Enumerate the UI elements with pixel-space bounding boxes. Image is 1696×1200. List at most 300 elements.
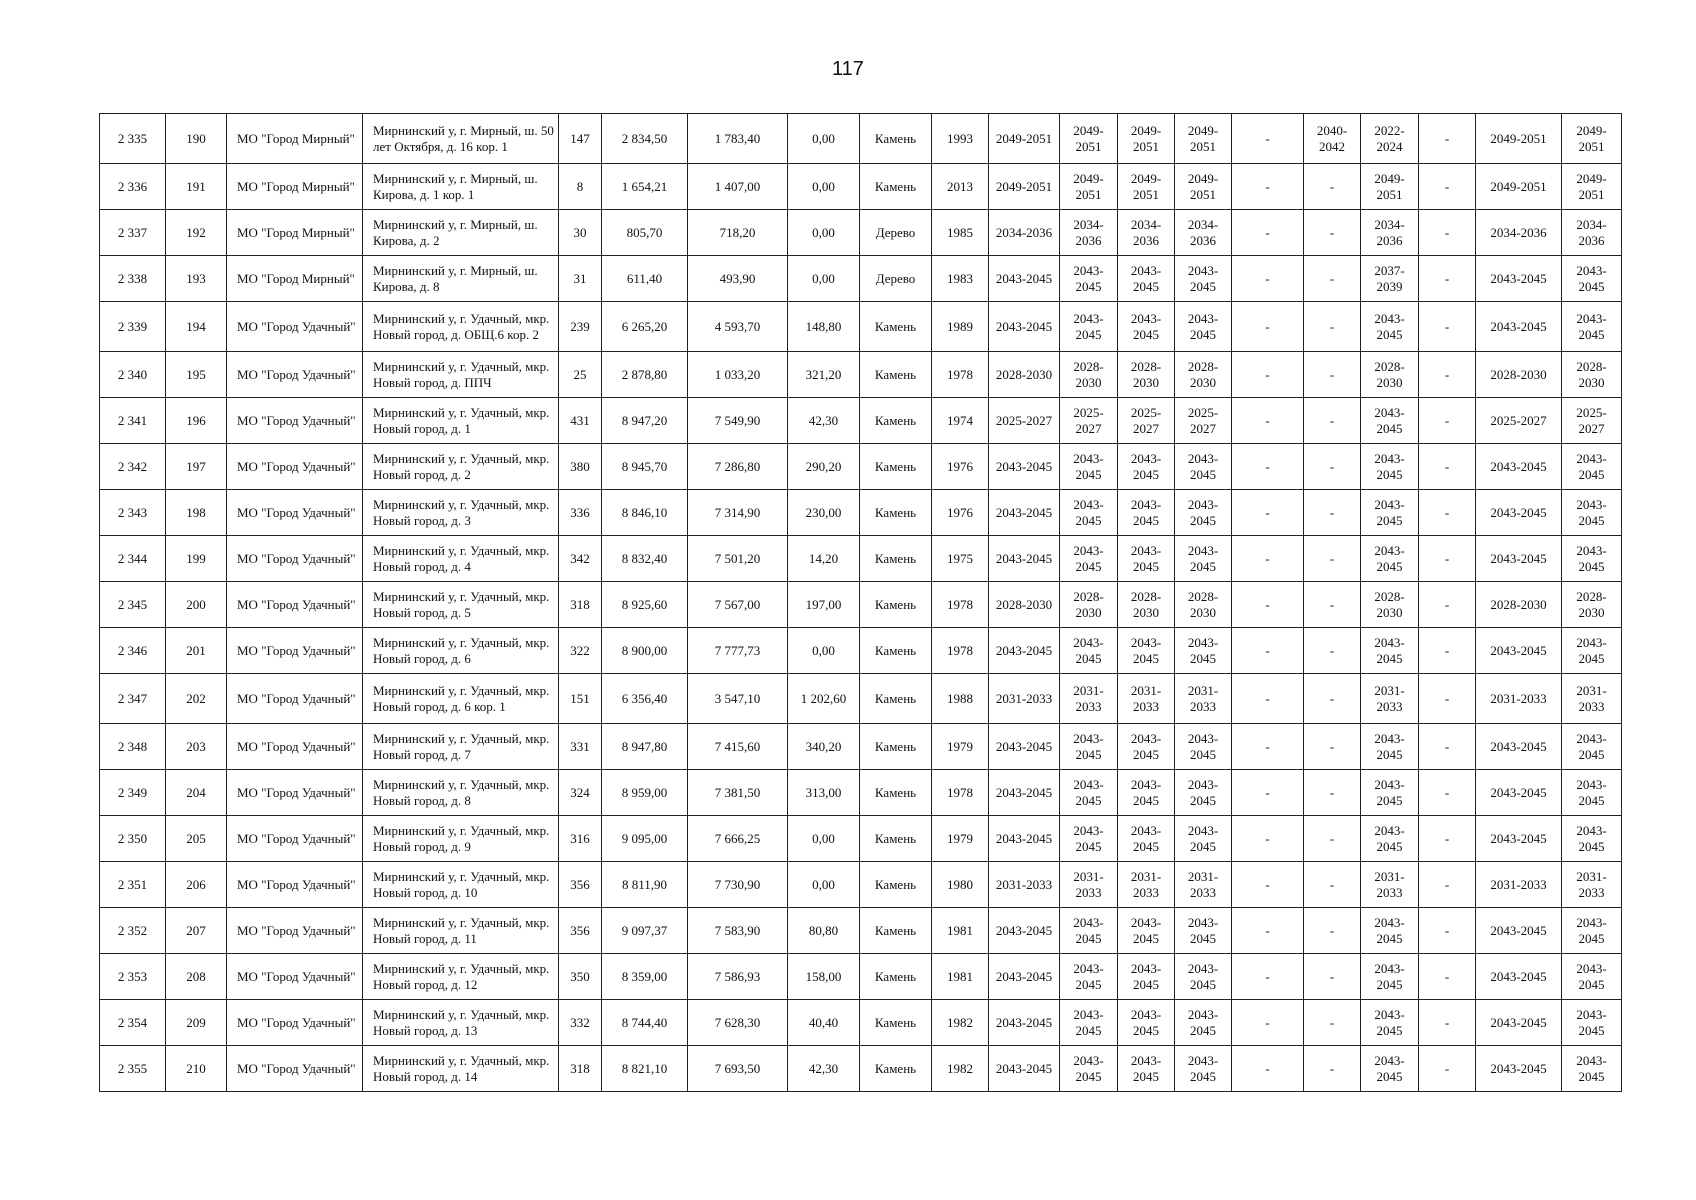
address-cell: Мирнинский у, г. Удачный, мкр. Новый город, д. ППЧ bbox=[363, 352, 559, 398]
repair-period-cell-2: 2043-2045 bbox=[1060, 1000, 1118, 1046]
total-area-cell: 6 265,20 bbox=[602, 302, 688, 352]
repair-period-cell-6: - bbox=[1304, 302, 1361, 352]
repair-period-cell-5: - bbox=[1232, 954, 1304, 1000]
repair-period-cell-8: - bbox=[1419, 628, 1476, 674]
wall-material-cell: Камень bbox=[860, 816, 932, 862]
repair-period-cell-10: 2043-2045 bbox=[1562, 770, 1622, 816]
repair-period-cell-5: - bbox=[1232, 582, 1304, 628]
residents-count-cell: 380 bbox=[559, 444, 602, 490]
row-number-cell: 2 336 bbox=[100, 164, 166, 210]
municipality-cell: МО "Город Мирный" bbox=[227, 256, 363, 302]
repair-period-cell-3: 2043-2045 bbox=[1118, 908, 1175, 954]
total-area-cell: 1 654,21 bbox=[602, 164, 688, 210]
repair-period-cell-1: 2043-2045 bbox=[989, 724, 1060, 770]
repair-period-cell-5: - bbox=[1232, 398, 1304, 444]
repair-period-cell-1: 2043-2045 bbox=[989, 1000, 1060, 1046]
repair-period-cell-6: - bbox=[1304, 674, 1361, 724]
repair-period-cell-4: 2043-2045 bbox=[1175, 628, 1232, 674]
table-row bbox=[100, 352, 1622, 398]
repair-period-cell-2: 2025-2027 bbox=[1060, 398, 1118, 444]
repair-period-cell-3: 2043-2045 bbox=[1118, 816, 1175, 862]
repair-period-cell-4: 2031-2033 bbox=[1175, 862, 1232, 908]
wall-material-cell: Камень bbox=[860, 862, 932, 908]
build-year-cell: 1982 bbox=[932, 1046, 989, 1092]
wall-material-cell: Камень bbox=[860, 114, 932, 164]
address-cell: Мирнинский у, г. Удачный, мкр. Новый город, д. 4 bbox=[363, 536, 559, 582]
nonresidential-area-cell: 321,20 bbox=[788, 352, 860, 398]
registry-table-container bbox=[99, 113, 1621, 1092]
repair-period-cell-8: - bbox=[1419, 398, 1476, 444]
address-cell: Мирнинский у, г. Мирный, ш. Кирова, д. 1 кор. 1 bbox=[363, 164, 559, 210]
municipality-cell: МО "Город Удачный" bbox=[227, 770, 363, 816]
repair-period-cell-7: 2043-2045 bbox=[1361, 628, 1419, 674]
wall-material-cell: Дерево bbox=[860, 210, 932, 256]
address-cell: Мирнинский у, г. Удачный, мкр. Новый город, д. 2 bbox=[363, 444, 559, 490]
repair-period-cell-4: 2043-2045 bbox=[1175, 536, 1232, 582]
total-area-cell: 9 097,37 bbox=[602, 908, 688, 954]
address-cell: Мирнинский у, г. Удачный, мкр. Новый город, д. 6 кор. 1 bbox=[363, 674, 559, 724]
municipality-cell: МО "Город Удачный" bbox=[227, 816, 363, 862]
row-index-cell: 208 bbox=[166, 954, 227, 1000]
repair-period-cell-9: 2028-2030 bbox=[1476, 352, 1562, 398]
row-number-cell: 2 342 bbox=[100, 444, 166, 490]
address-cell: Мирнинский у, г. Удачный, мкр. Новый город, д. 5 bbox=[363, 582, 559, 628]
row-number-cell: 2 338 bbox=[100, 256, 166, 302]
row-index-cell: 206 bbox=[166, 862, 227, 908]
living-area-cell: 493,90 bbox=[688, 256, 788, 302]
repair-period-cell-8: - bbox=[1419, 302, 1476, 352]
wall-material-cell: Камень bbox=[860, 908, 932, 954]
row-number-cell: 2 354 bbox=[100, 1000, 166, 1046]
table-row bbox=[100, 724, 1622, 770]
total-area-cell: 8 846,10 bbox=[602, 490, 688, 536]
repair-period-cell-4: 2025-2027 bbox=[1175, 398, 1232, 444]
build-year-cell: 1982 bbox=[932, 1000, 989, 1046]
build-year-cell: 1981 bbox=[932, 954, 989, 1000]
row-index-cell: 195 bbox=[166, 352, 227, 398]
repair-period-cell-5: - bbox=[1232, 536, 1304, 582]
repair-period-cell-2: 2043-2045 bbox=[1060, 444, 1118, 490]
row-number-cell: 2 339 bbox=[100, 302, 166, 352]
repair-period-cell-6: - bbox=[1304, 954, 1361, 1000]
repair-period-cell-4: 2043-2045 bbox=[1175, 816, 1232, 862]
repair-period-cell-6: - bbox=[1304, 724, 1361, 770]
repair-period-cell-5: - bbox=[1232, 862, 1304, 908]
repair-period-cell-8: - bbox=[1419, 674, 1476, 724]
table-row bbox=[100, 490, 1622, 536]
repair-period-cell-7: 2043-2045 bbox=[1361, 954, 1419, 1000]
repair-period-cell-4: 2049-2051 bbox=[1175, 164, 1232, 210]
total-area-cell: 8 811,90 bbox=[602, 862, 688, 908]
row-number-cell: 2 352 bbox=[100, 908, 166, 954]
address-cell: Мирнинский у, г. Удачный, мкр. Новый город, д. 11 bbox=[363, 908, 559, 954]
living-area-cell: 7 777,73 bbox=[688, 628, 788, 674]
total-area-cell: 805,70 bbox=[602, 210, 688, 256]
build-year-cell: 1988 bbox=[932, 674, 989, 724]
repair-period-cell-5: - bbox=[1232, 628, 1304, 674]
address-cell: Мирнинский у, г. Удачный, мкр. Новый город, д. ОБЩ.6 кор. 2 bbox=[363, 302, 559, 352]
repair-period-cell-8: - bbox=[1419, 536, 1476, 582]
residents-count-cell: 8 bbox=[559, 164, 602, 210]
living-area-cell: 7 381,50 bbox=[688, 770, 788, 816]
total-area-cell: 8 945,70 bbox=[602, 444, 688, 490]
repair-period-cell-7: 2049-2051 bbox=[1361, 164, 1419, 210]
repair-period-cell-4: 2043-2045 bbox=[1175, 1000, 1232, 1046]
build-year-cell: 1979 bbox=[932, 816, 989, 862]
repair-period-cell-5: - bbox=[1232, 256, 1304, 302]
wall-material-cell: Камень bbox=[860, 490, 932, 536]
nonresidential-area-cell: 0,00 bbox=[788, 862, 860, 908]
repair-period-cell-9: 2031-2033 bbox=[1476, 862, 1562, 908]
row-index-cell: 192 bbox=[166, 210, 227, 256]
repair-period-cell-6: - bbox=[1304, 628, 1361, 674]
repair-period-cell-4: 2043-2045 bbox=[1175, 256, 1232, 302]
repair-period-cell-5: - bbox=[1232, 1046, 1304, 1092]
table-row bbox=[100, 628, 1622, 674]
row-number-cell: 2 349 bbox=[100, 770, 166, 816]
total-area-cell: 2 834,50 bbox=[602, 114, 688, 164]
repair-period-cell-9: 2043-2045 bbox=[1476, 536, 1562, 582]
row-number-cell: 2 351 bbox=[100, 862, 166, 908]
repair-period-cell-10: 2043-2045 bbox=[1562, 1046, 1622, 1092]
repair-period-cell-7: 2043-2045 bbox=[1361, 770, 1419, 816]
living-area-cell: 7 586,93 bbox=[688, 954, 788, 1000]
row-index-cell: 207 bbox=[166, 908, 227, 954]
table-row bbox=[100, 256, 1622, 302]
address-cell: Мирнинский у, г. Удачный, мкр. Новый город, д. 12 bbox=[363, 954, 559, 1000]
repair-period-cell-1: 2031-2033 bbox=[989, 862, 1060, 908]
repair-period-cell-10: 2043-2045 bbox=[1562, 954, 1622, 1000]
residents-count-cell: 342 bbox=[559, 536, 602, 582]
address-cell: Мирнинский у, г. Удачный, мкр. Новый город, д. 9 bbox=[363, 816, 559, 862]
repair-period-cell-1: 2025-2027 bbox=[989, 398, 1060, 444]
repair-period-cell-1: 2043-2045 bbox=[989, 302, 1060, 352]
repair-period-cell-1: 2049-2051 bbox=[989, 114, 1060, 164]
table-row bbox=[100, 674, 1622, 724]
row-index-cell: 203 bbox=[166, 724, 227, 770]
nonresidential-area-cell: 14,20 bbox=[788, 536, 860, 582]
repair-period-cell-9: 2043-2045 bbox=[1476, 628, 1562, 674]
repair-period-cell-10: 2043-2045 bbox=[1562, 490, 1622, 536]
table-row bbox=[100, 954, 1622, 1000]
municipality-cell: МО "Город Удачный" bbox=[227, 490, 363, 536]
repair-period-cell-10: 2043-2045 bbox=[1562, 302, 1622, 352]
repair-period-cell-8: - bbox=[1419, 210, 1476, 256]
total-area-cell: 6 356,40 bbox=[602, 674, 688, 724]
nonresidential-area-cell: 42,30 bbox=[788, 1046, 860, 1092]
housing-registry-table bbox=[99, 113, 1622, 1092]
nonresidential-area-cell: 290,20 bbox=[788, 444, 860, 490]
wall-material-cell: Дерево bbox=[860, 256, 932, 302]
repair-period-cell-9: 2043-2045 bbox=[1476, 908, 1562, 954]
repair-period-cell-4: 2043-2045 bbox=[1175, 302, 1232, 352]
wall-material-cell: Камень bbox=[860, 582, 932, 628]
repair-period-cell-9: 2043-2045 bbox=[1476, 302, 1562, 352]
repair-period-cell-9: 2043-2045 bbox=[1476, 444, 1562, 490]
repair-period-cell-9: 2034-2036 bbox=[1476, 210, 1562, 256]
repair-period-cell-4: 2049-2051 bbox=[1175, 114, 1232, 164]
total-area-cell: 611,40 bbox=[602, 256, 688, 302]
build-year-cell: 1983 bbox=[932, 256, 989, 302]
repair-period-cell-2: 2028-2030 bbox=[1060, 582, 1118, 628]
residents-count-cell: 331 bbox=[559, 724, 602, 770]
build-year-cell: 1993 bbox=[932, 114, 989, 164]
address-cell: Мирнинский у, г. Удачный, мкр. Новый город, д. 10 bbox=[363, 862, 559, 908]
repair-period-cell-4: 2043-2045 bbox=[1175, 954, 1232, 1000]
repair-period-cell-6: - bbox=[1304, 1000, 1361, 1046]
repair-period-cell-6: - bbox=[1304, 444, 1361, 490]
wall-material-cell: Камень bbox=[860, 628, 932, 674]
repair-period-cell-9: 2049-2051 bbox=[1476, 164, 1562, 210]
living-area-cell: 7 666,25 bbox=[688, 816, 788, 862]
municipality-cell: МО "Город Удачный" bbox=[227, 352, 363, 398]
repair-period-cell-7: 2034-2036 bbox=[1361, 210, 1419, 256]
repair-period-cell-3: 2043-2045 bbox=[1118, 1000, 1175, 1046]
repair-period-cell-9: 2043-2045 bbox=[1476, 256, 1562, 302]
repair-period-cell-5: - bbox=[1232, 908, 1304, 954]
table-row bbox=[100, 536, 1622, 582]
repair-period-cell-5: - bbox=[1232, 1000, 1304, 1046]
build-year-cell: 1980 bbox=[932, 862, 989, 908]
repair-period-cell-3: 2049-2051 bbox=[1118, 164, 1175, 210]
repair-period-cell-7: 2031-2033 bbox=[1361, 674, 1419, 724]
row-index-cell: 204 bbox=[166, 770, 227, 816]
repair-period-cell-1: 2034-2036 bbox=[989, 210, 1060, 256]
address-cell: Мирнинский у, г. Удачный, мкр. Новый город, д. 7 bbox=[363, 724, 559, 770]
repair-period-cell-5: - bbox=[1232, 352, 1304, 398]
repair-period-cell-7: 2043-2045 bbox=[1361, 908, 1419, 954]
municipality-cell: МО "Город Удачный" bbox=[227, 1046, 363, 1092]
repair-period-cell-10: 2028-2030 bbox=[1562, 582, 1622, 628]
living-area-cell: 7 628,30 bbox=[688, 1000, 788, 1046]
nonresidential-area-cell: 0,00 bbox=[788, 628, 860, 674]
repair-period-cell-3: 2043-2045 bbox=[1118, 256, 1175, 302]
repair-period-cell-7: 2043-2045 bbox=[1361, 490, 1419, 536]
row-number-cell: 2 337 bbox=[100, 210, 166, 256]
repair-period-cell-2: 2034-2036 bbox=[1060, 210, 1118, 256]
repair-period-cell-7: 2037-2039 bbox=[1361, 256, 1419, 302]
nonresidential-area-cell: 1 202,60 bbox=[788, 674, 860, 724]
repair-period-cell-5: - bbox=[1232, 164, 1304, 210]
municipality-cell: МО "Город Удачный" bbox=[227, 302, 363, 352]
repair-period-cell-10: 2043-2045 bbox=[1562, 724, 1622, 770]
total-area-cell: 2 878,80 bbox=[602, 352, 688, 398]
repair-period-cell-8: - bbox=[1419, 256, 1476, 302]
nonresidential-area-cell: 230,00 bbox=[788, 490, 860, 536]
table-row bbox=[100, 1000, 1622, 1046]
repair-period-cell-3: 2043-2045 bbox=[1118, 536, 1175, 582]
row-number-cell: 2 348 bbox=[100, 724, 166, 770]
repair-period-cell-1: 2028-2030 bbox=[989, 352, 1060, 398]
row-number-cell: 2 340 bbox=[100, 352, 166, 398]
repair-period-cell-8: - bbox=[1419, 114, 1476, 164]
nonresidential-area-cell: 197,00 bbox=[788, 582, 860, 628]
repair-period-cell-7: 2043-2045 bbox=[1361, 444, 1419, 490]
residents-count-cell: 322 bbox=[559, 628, 602, 674]
living-area-cell: 7 415,60 bbox=[688, 724, 788, 770]
repair-period-cell-8: - bbox=[1419, 352, 1476, 398]
repair-period-cell-8: - bbox=[1419, 908, 1476, 954]
row-index-cell: 196 bbox=[166, 398, 227, 444]
total-area-cell: 8 821,10 bbox=[602, 1046, 688, 1092]
build-year-cell: 1985 bbox=[932, 210, 989, 256]
total-area-cell: 8 359,00 bbox=[602, 954, 688, 1000]
repair-period-cell-5: - bbox=[1232, 490, 1304, 536]
wall-material-cell: Камень bbox=[860, 302, 932, 352]
build-year-cell: 1975 bbox=[932, 536, 989, 582]
repair-period-cell-9: 2043-2045 bbox=[1476, 490, 1562, 536]
repair-period-cell-8: - bbox=[1419, 490, 1476, 536]
row-number-cell: 2 346 bbox=[100, 628, 166, 674]
repair-period-cell-6: - bbox=[1304, 536, 1361, 582]
row-index-cell: 201 bbox=[166, 628, 227, 674]
repair-period-cell-6: - bbox=[1304, 490, 1361, 536]
row-index-cell: 194 bbox=[166, 302, 227, 352]
repair-period-cell-7: 2031-2033 bbox=[1361, 862, 1419, 908]
repair-period-cell-5: - bbox=[1232, 674, 1304, 724]
repair-period-cell-4: 2031-2033 bbox=[1175, 674, 1232, 724]
repair-period-cell-3: 2043-2045 bbox=[1118, 770, 1175, 816]
wall-material-cell: Камень bbox=[860, 536, 932, 582]
row-number-cell: 2 335 bbox=[100, 114, 166, 164]
total-area-cell: 8 832,40 bbox=[602, 536, 688, 582]
residents-count-cell: 324 bbox=[559, 770, 602, 816]
repair-period-cell-3: 2025-2027 bbox=[1118, 398, 1175, 444]
row-index-cell: 193 bbox=[166, 256, 227, 302]
repair-period-cell-2: 2043-2045 bbox=[1060, 256, 1118, 302]
living-area-cell: 7 549,90 bbox=[688, 398, 788, 444]
row-index-cell: 202 bbox=[166, 674, 227, 724]
table-row bbox=[100, 816, 1622, 862]
wall-material-cell: Камень bbox=[860, 164, 932, 210]
table-row bbox=[100, 164, 1622, 210]
repair-period-cell-7: 2043-2045 bbox=[1361, 536, 1419, 582]
table-row bbox=[100, 862, 1622, 908]
repair-period-cell-1: 2043-2045 bbox=[989, 770, 1060, 816]
repair-period-cell-2: 2043-2045 bbox=[1060, 770, 1118, 816]
build-year-cell: 2013 bbox=[932, 164, 989, 210]
repair-period-cell-8: - bbox=[1419, 770, 1476, 816]
build-year-cell: 1978 bbox=[932, 770, 989, 816]
residents-count-cell: 356 bbox=[559, 862, 602, 908]
municipality-cell: МО "Город Мирный" bbox=[227, 210, 363, 256]
repair-period-cell-2: 2043-2045 bbox=[1060, 816, 1118, 862]
repair-period-cell-10: 2043-2045 bbox=[1562, 1000, 1622, 1046]
total-area-cell: 8 900,00 bbox=[602, 628, 688, 674]
repair-period-cell-1: 2043-2045 bbox=[989, 536, 1060, 582]
row-index-cell: 199 bbox=[166, 536, 227, 582]
repair-period-cell-3: 2049-2051 bbox=[1118, 114, 1175, 164]
repair-period-cell-2: 2043-2045 bbox=[1060, 1046, 1118, 1092]
repair-period-cell-4: 2043-2045 bbox=[1175, 490, 1232, 536]
living-area-cell: 3 547,10 bbox=[688, 674, 788, 724]
repair-period-cell-1: 2043-2045 bbox=[989, 628, 1060, 674]
residents-count-cell: 332 bbox=[559, 1000, 602, 1046]
row-index-cell: 200 bbox=[166, 582, 227, 628]
repair-period-cell-10: 2028-2030 bbox=[1562, 352, 1622, 398]
repair-period-cell-3: 2043-2045 bbox=[1118, 444, 1175, 490]
repair-period-cell-6: - bbox=[1304, 770, 1361, 816]
living-area-cell: 7 501,20 bbox=[688, 536, 788, 582]
repair-period-cell-1: 2043-2045 bbox=[989, 1046, 1060, 1092]
nonresidential-area-cell: 0,00 bbox=[788, 210, 860, 256]
repair-period-cell-2: 2031-2033 bbox=[1060, 862, 1118, 908]
address-cell: Мирнинский у, г. Удачный, мкр. Новый город, д. 6 bbox=[363, 628, 559, 674]
total-area-cell: 9 095,00 bbox=[602, 816, 688, 862]
total-area-cell: 8 925,60 bbox=[602, 582, 688, 628]
nonresidential-area-cell: 313,00 bbox=[788, 770, 860, 816]
address-cell: Мирнинский у, г. Удачный, мкр. Новый город, д. 14 bbox=[363, 1046, 559, 1092]
repair-period-cell-1: 2043-2045 bbox=[989, 256, 1060, 302]
build-year-cell: 1978 bbox=[932, 582, 989, 628]
repair-period-cell-2: 2043-2045 bbox=[1060, 954, 1118, 1000]
living-area-cell: 7 286,80 bbox=[688, 444, 788, 490]
repair-period-cell-4: 2043-2045 bbox=[1175, 908, 1232, 954]
living-area-cell: 7 314,90 bbox=[688, 490, 788, 536]
repair-period-cell-4: 2043-2045 bbox=[1175, 724, 1232, 770]
repair-period-cell-6: - bbox=[1304, 352, 1361, 398]
repair-period-cell-10: 2043-2045 bbox=[1562, 628, 1622, 674]
living-area-cell: 718,20 bbox=[688, 210, 788, 256]
repair-period-cell-10: 2043-2045 bbox=[1562, 816, 1622, 862]
address-cell: Мирнинский у, г. Мирный, ш. Кирова, д. 8 bbox=[363, 256, 559, 302]
repair-period-cell-1: 2043-2045 bbox=[989, 954, 1060, 1000]
repair-period-cell-9: 2043-2045 bbox=[1476, 724, 1562, 770]
table-row bbox=[100, 770, 1622, 816]
row-number-cell: 2 345 bbox=[100, 582, 166, 628]
repair-period-cell-2: 2043-2045 bbox=[1060, 536, 1118, 582]
repair-period-cell-3: 2043-2045 bbox=[1118, 1046, 1175, 1092]
build-year-cell: 1974 bbox=[932, 398, 989, 444]
repair-period-cell-2: 2043-2045 bbox=[1060, 724, 1118, 770]
repair-period-cell-6: - bbox=[1304, 256, 1361, 302]
address-cell: Мирнинский у, г. Мирный, ш. 50 лет Октября, д. 16 кор. 1 bbox=[363, 114, 559, 164]
repair-period-cell-1: 2043-2045 bbox=[989, 490, 1060, 536]
repair-period-cell-9: 2043-2045 bbox=[1476, 770, 1562, 816]
build-year-cell: 1989 bbox=[932, 302, 989, 352]
municipality-cell: МО "Город Удачный" bbox=[227, 674, 363, 724]
municipality-cell: МО "Город Удачный" bbox=[227, 536, 363, 582]
municipality-cell: МО "Город Удачный" bbox=[227, 724, 363, 770]
repair-period-cell-3: 2034-2036 bbox=[1118, 210, 1175, 256]
repair-period-cell-5: - bbox=[1232, 302, 1304, 352]
wall-material-cell: Камень bbox=[860, 770, 932, 816]
repair-period-cell-4: 2043-2045 bbox=[1175, 444, 1232, 490]
total-area-cell: 8 744,40 bbox=[602, 1000, 688, 1046]
address-cell: Мирнинский у, г. Удачный, мкр. Новый город, д. 13 bbox=[363, 1000, 559, 1046]
repair-period-cell-8: - bbox=[1419, 582, 1476, 628]
repair-period-cell-10: 2043-2045 bbox=[1562, 256, 1622, 302]
residents-count-cell: 350 bbox=[559, 954, 602, 1000]
address-cell: Мирнинский у, г. Удачный, мкр. Новый город, д. 1 bbox=[363, 398, 559, 444]
nonresidential-area-cell: 40,40 bbox=[788, 1000, 860, 1046]
row-index-cell: 210 bbox=[166, 1046, 227, 1092]
repair-period-cell-2: 2028-2030 bbox=[1060, 352, 1118, 398]
municipality-cell: МО "Город Удачный" bbox=[227, 398, 363, 444]
repair-period-cell-8: - bbox=[1419, 862, 1476, 908]
repair-period-cell-9: 2043-2045 bbox=[1476, 1000, 1562, 1046]
repair-period-cell-5: - bbox=[1232, 724, 1304, 770]
wall-material-cell: Камень bbox=[860, 724, 932, 770]
repair-period-cell-6: - bbox=[1304, 164, 1361, 210]
repair-period-cell-8: - bbox=[1419, 816, 1476, 862]
repair-period-cell-7: 2043-2045 bbox=[1361, 816, 1419, 862]
residents-count-cell: 336 bbox=[559, 490, 602, 536]
municipality-cell: МО "Город Удачный" bbox=[227, 628, 363, 674]
repair-period-cell-9: 2043-2045 bbox=[1476, 816, 1562, 862]
repair-period-cell-6: - bbox=[1304, 1046, 1361, 1092]
repair-period-cell-6: - bbox=[1304, 398, 1361, 444]
